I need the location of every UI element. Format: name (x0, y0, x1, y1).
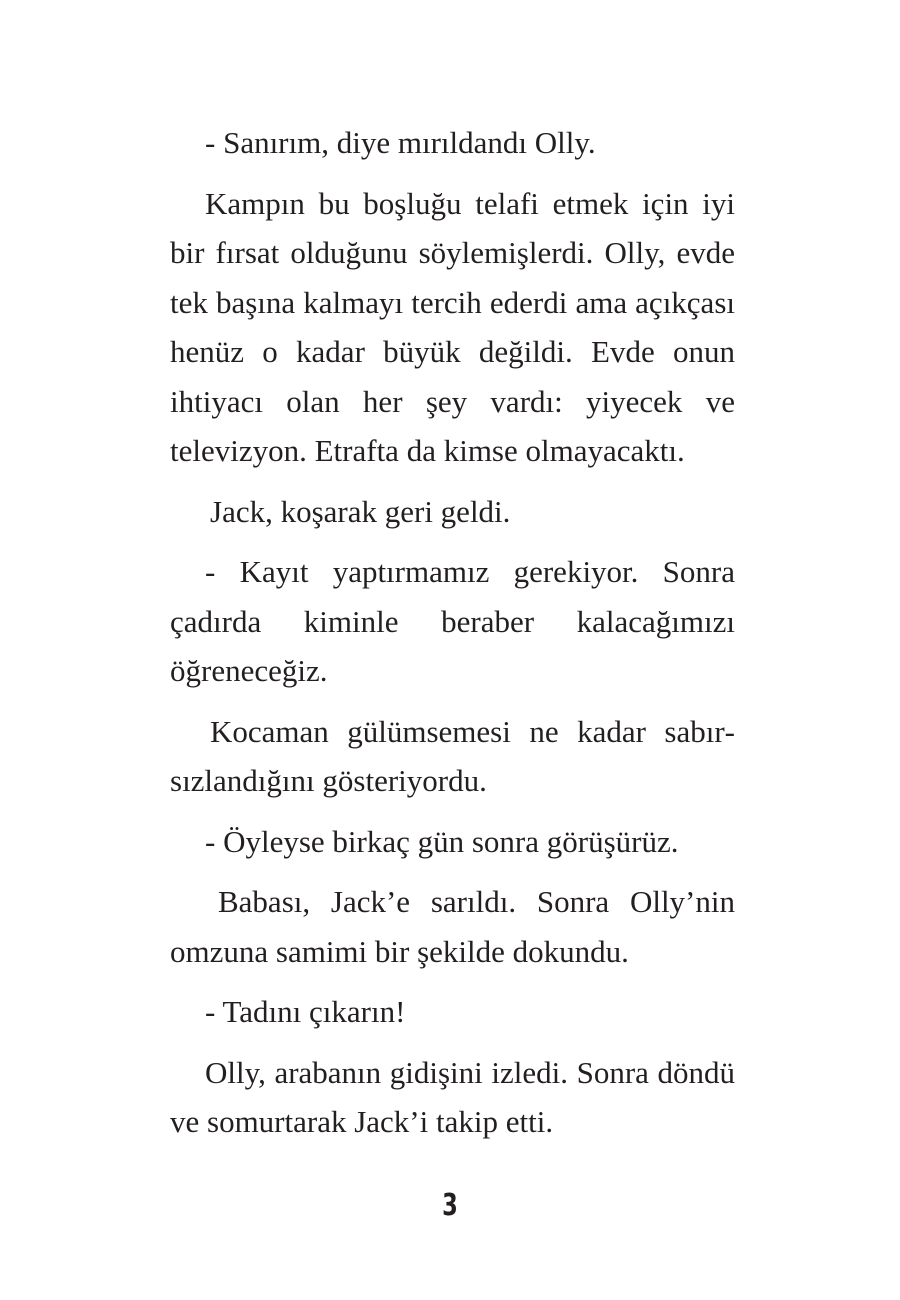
body-text (170, 118, 735, 1158)
paragraph-narration-4: Babası, Jack’e sarıldı. Sonra Olly’nin omzuna samimi bir şekilde dokundu. (170, 884, 735, 969)
paragraph-narration-2: Jack, koşarak geri geldi. (210, 493, 511, 529)
paragraph-narration-1: Kampın bu boşluğu telafi etmek için iyi bir fırsat olduğunu söylemişlerdi. Olly, evde tek başına kalmayı tercih ederdi ama açıkçası henüz o kadar büyük değildi. Evde onun ihtiyacı olan her şey vardı: yiyecek ve televizyon. Etrafta da kimse olmayacaktı. (170, 185, 735, 468)
paragraph-dialogue-1: - Sanırım, diye mırıldandı Olly. (205, 125, 596, 160)
paragraph-dialogue-4: - Tadını çıkarın! (205, 994, 406, 1029)
page-number: 3 (442, 1188, 458, 1223)
paragraph-dialogue-2: - Kayıt yaptırmamız gerekiyor. Sonra çadırda kiminle beraber kalacağımızı öğreneceğiz. (170, 554, 735, 688)
paragraph-narration-5: Olly, arabanın gidişini izledi. Sonra döndü ve somurtarak Jack’i takip etti. (170, 1054, 735, 1139)
paragraph-narration-3: Kocaman gülümsemesi ne kadar sabırsızlandığını gösteriyordu. (170, 713, 735, 798)
paragraph-dialogue-3: - Öyleyse birkaç gün sonra görüşürüz. (205, 823, 679, 859)
